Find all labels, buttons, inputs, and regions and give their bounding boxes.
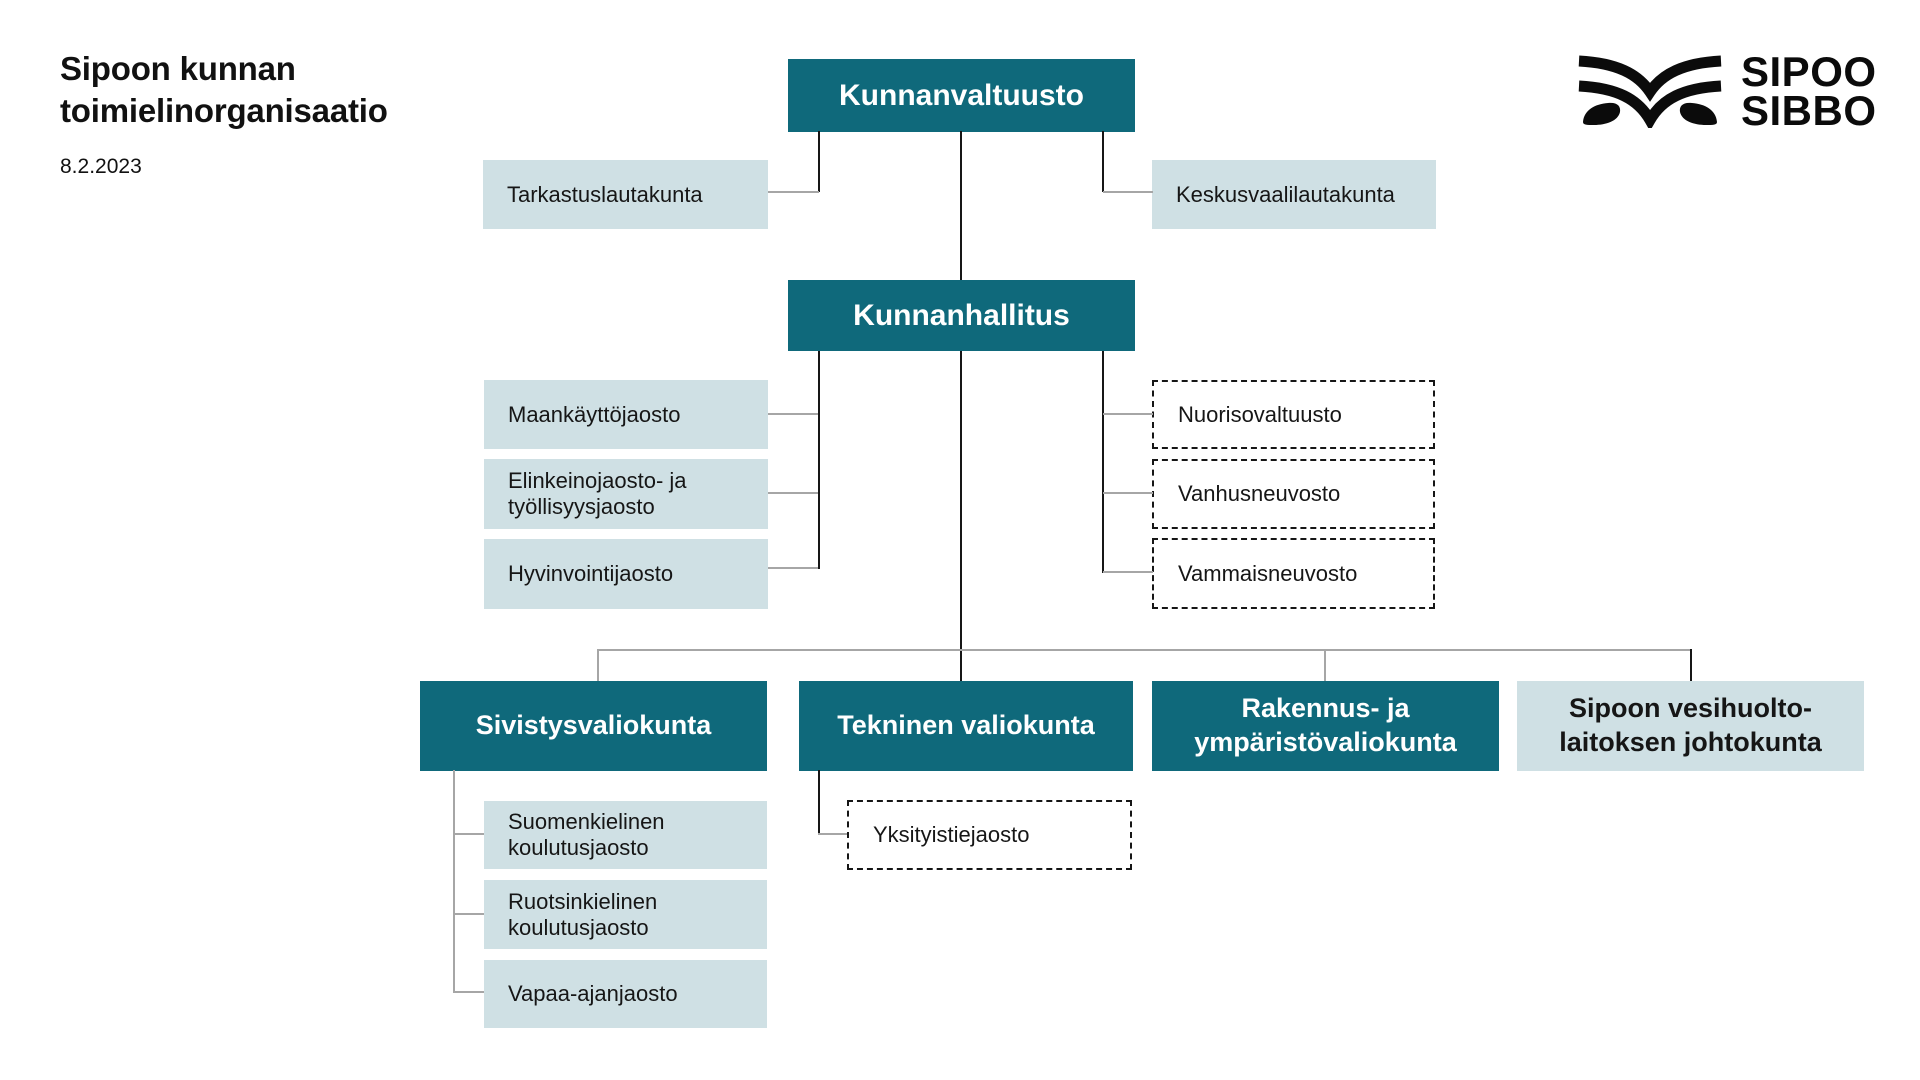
node-label: Tarkastuslautakunta xyxy=(507,181,703,207)
node-nuorisovaltuusto xyxy=(1152,380,1435,449)
node-vammaisneuvosto xyxy=(1152,538,1435,609)
node-label: Nuorisovaltuusto xyxy=(1178,401,1342,427)
connector-vapaa-ajan-h xyxy=(453,991,484,993)
node-ruotsinkielinen-koulutusjaosto xyxy=(484,880,767,949)
node-label: Vapaa-ajanjaosto xyxy=(508,981,678,1007)
logo-text-sipoo: SIPOO xyxy=(1741,48,1877,95)
connector-suomenkielinen-h xyxy=(453,833,484,835)
connector-drop-vesihuolto xyxy=(1690,649,1692,681)
node-vesihuoltolaitoksen-johtokunta xyxy=(1517,681,1864,771)
node-label: Maankäyttöjaosto xyxy=(508,401,681,427)
connector-tekninen-yksityistie-h xyxy=(818,833,847,835)
node-label: Elinkeinojaosto- ja työllisyysjaosto xyxy=(508,468,687,519)
node-rakennus-ja-ymparistovaliokunta xyxy=(1152,681,1499,771)
connector-elinkeino-h xyxy=(768,492,818,494)
node-label: Tekninen valiokunta xyxy=(837,710,1095,741)
node-maankayttojaosto xyxy=(484,380,768,449)
page-title: Sipoon kunnan toimielinorganisaatio xyxy=(60,50,388,129)
node-label: Hyvinvointijaosto xyxy=(508,561,674,587)
connector-valtuusto-keskusvaali-h xyxy=(1103,191,1153,193)
connector-drop-sivistys xyxy=(597,649,599,681)
node-label: Kunnanvaltuusto xyxy=(839,78,1084,112)
connector-nuorisovaltuusto-h xyxy=(1103,413,1153,415)
node-yksityistiejaosto xyxy=(847,800,1132,870)
connector-valtuusto-keskusvaali-v xyxy=(1102,131,1104,192)
connector-valiokunnat-bus xyxy=(597,649,1692,651)
node-sivistysvaliokunta xyxy=(420,681,767,771)
connector-hallitus-neuvostot-v xyxy=(1102,351,1104,573)
connector-drop-rakennus xyxy=(1324,649,1326,681)
node-label: Keskusvaalilautakunta xyxy=(1176,181,1395,207)
node-label: Rakennus- ja ympäristövaliokunta xyxy=(1194,693,1457,757)
node-elinkeinojaosto xyxy=(484,459,768,529)
node-vapaa-ajanjaosto xyxy=(484,960,767,1028)
connector-valtuusto-tarkastus-h xyxy=(768,191,819,193)
connector-valtuusto-tarkastus-v xyxy=(818,131,820,192)
node-label: Vanhusneuvosto xyxy=(1178,481,1341,506)
node-kunnanhallitus xyxy=(788,280,1135,351)
connector-hyvinvointi-h xyxy=(768,567,818,569)
connector-hallitus-valiokunnat-v xyxy=(960,351,962,681)
node-suomenkielinen-koulutusjaosto xyxy=(484,801,767,869)
connector-vanhusneuvosto-h xyxy=(1103,492,1153,494)
node-vanhusneuvosto xyxy=(1152,459,1435,529)
node-label: Yksityistiejaosto xyxy=(873,822,1030,847)
node-hyvinvointijaosto xyxy=(484,539,768,609)
node-keskusvaalilautakunta xyxy=(1152,160,1436,229)
connector-vammaisneuvosto-h xyxy=(1103,571,1153,573)
sipoo-logo-icon xyxy=(1575,54,1725,128)
connector-valtuusto-hallitus xyxy=(960,131,962,280)
node-label: Ruotsinkielinen koulutusjaosto xyxy=(508,888,658,940)
connector-maankaytto-h xyxy=(768,413,818,415)
connector-hallitus-jaostot-v xyxy=(818,351,820,569)
connector-ruotsinkielinen-h xyxy=(453,913,484,915)
date-label: 8.2.2023 xyxy=(60,155,142,178)
node-label: Kunnanhallitus xyxy=(853,298,1070,332)
logo-text-sibbo: SIBBO xyxy=(1741,87,1877,134)
node-kunnanvaltuusto xyxy=(788,59,1135,132)
node-tekninen-valiokunta xyxy=(799,681,1133,771)
node-label: Sipoon vesihuolto-laitoksen johtokunta xyxy=(1559,693,1822,757)
node-label: Suomenkielinen koulutusjaosto xyxy=(508,809,665,860)
node-label: Vammaisneuvosto xyxy=(1178,560,1358,586)
logo-wordmark xyxy=(1741,48,1877,134)
node-tarkastuslautakunta xyxy=(483,160,768,229)
connector-tekninen-yksityistie-v xyxy=(818,770,820,834)
node-label: Sivistysvaliokunta xyxy=(475,710,712,741)
connector-sivistys-jaostot-v xyxy=(453,770,455,993)
